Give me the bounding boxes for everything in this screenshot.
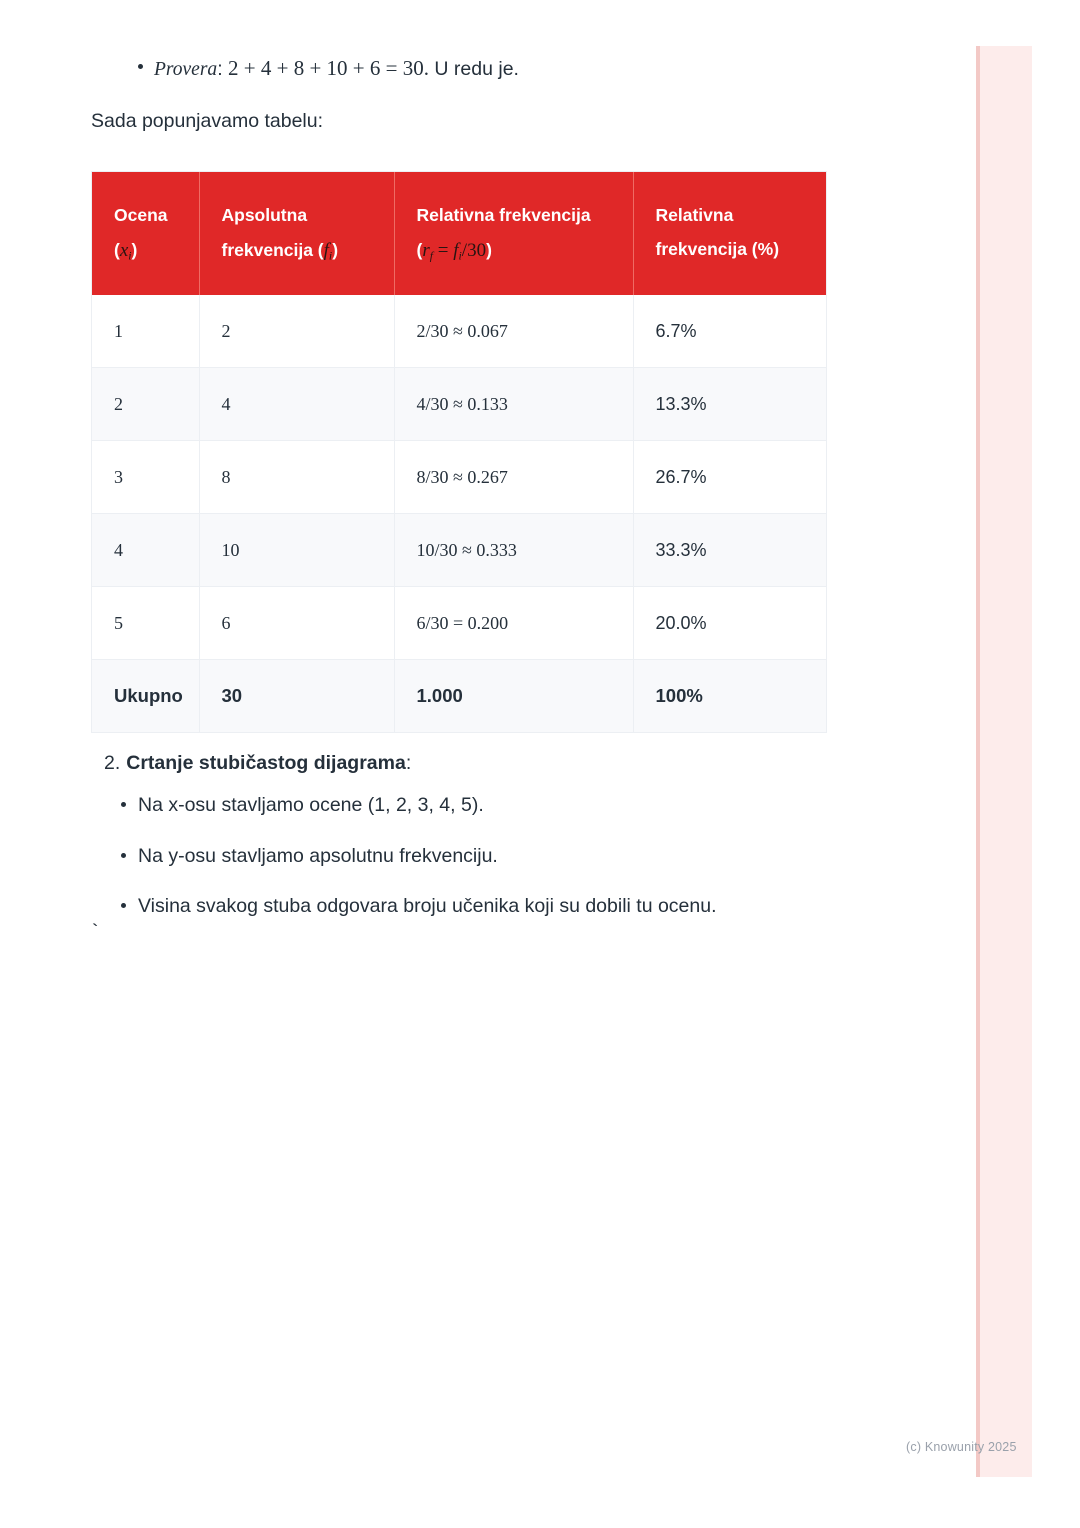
section-number: 2. [104, 752, 121, 774]
list-item: Na x-osu stavljamo ocene (1, 2, 3, 4, 5). [104, 791, 904, 819]
col-header-relativna-line1: Relativna frekvencija [416, 205, 591, 225]
section-crtanje-dijagrama [104, 750, 904, 942]
cell-relativna: 6/30 = 0.200 [394, 587, 633, 660]
cell-ocena: 5 [92, 587, 199, 660]
paren-close: ) [131, 240, 138, 261]
cell-apsolutna: 6 [199, 587, 394, 660]
cell-ocena: 3 [92, 441, 199, 514]
math-xi [120, 240, 132, 261]
col-header-ocena-line2 [114, 232, 199, 269]
cell-procenat: 6.7% [633, 295, 826, 368]
provera-label: Provera [154, 59, 218, 80]
math-sub-i: i [328, 249, 333, 263]
paren-close: ) [332, 240, 339, 261]
col-header-apsolutna-line2 [222, 232, 394, 269]
math-rf-equals-fi-over-30: $r_f = f_i/30$ [422, 240, 487, 263]
cell-procenat: 20.0% [633, 587, 826, 660]
section-heading [104, 750, 904, 777]
cell-total-label: Ukupno [92, 660, 199, 733]
cell-apsolutna: 2 [199, 295, 394, 368]
cell-total-apsolutna: 30 [199, 660, 394, 733]
cell-apsolutna: 8 [199, 441, 394, 514]
list-item: Visina svakog stuba odgovara broju učenika koji su dobili tu ocenu. [104, 892, 904, 920]
math-var-f: f [323, 240, 329, 262]
list-item: Na y-osu stavljamo apsolutnu frekvenciju. [104, 842, 904, 870]
section-bullet-list [104, 791, 904, 920]
col-header-relativna-line2 [417, 232, 633, 269]
table-row [92, 295, 826, 368]
cell-ocena: 1 [92, 295, 199, 368]
math-fi [324, 240, 333, 261]
stray-backtick-character: ` [89, 922, 102, 945]
right-side-panel [976, 46, 1032, 1477]
table-row [92, 514, 826, 587]
cell-apsolutna: 10 [199, 514, 394, 587]
table-row [92, 441, 826, 514]
cell-ocena: 2 [92, 368, 199, 441]
cell-relativna: 8/30 ≈ 0.267 [394, 441, 633, 514]
table-row [92, 587, 826, 660]
cell-total-relativna: 1.000 [394, 660, 633, 733]
cell-apsolutna: 4 [199, 368, 394, 441]
col-header-apsolutna-line1: Apsolutna [221, 205, 308, 225]
table-total-row [92, 660, 826, 733]
frequency-table [92, 172, 826, 732]
cell-total-procenat: 100% [633, 660, 826, 733]
cell-procenat: 33.3% [633, 514, 826, 587]
cell-relativna: 4/30 ≈ 0.133 [394, 368, 633, 441]
cell-procenat: 26.7% [633, 441, 826, 514]
table-body [92, 295, 826, 732]
provera-separator: : [217, 58, 229, 80]
col-header-ocena-line1: Ocena [114, 205, 168, 225]
paren-close: ) [486, 240, 492, 261]
table-header-row [92, 172, 826, 295]
section-title-suffix: : [405, 752, 412, 774]
label-frekvencija-paren: frekvencija ( [221, 240, 324, 261]
section-title: Crtanje stubičastog dijagrama [126, 752, 406, 774]
col-header-relativna-frekvencija [394, 172, 633, 295]
col-header-apsolutna [199, 172, 394, 295]
copyright-watermark: (c) Knowunity 2025 [906, 1440, 1017, 1454]
col-header-procenat-line2: frekvencija (%) [655, 239, 780, 260]
provera-trailing: U redu je. [429, 58, 519, 80]
col-header-procenat-line1: Relativna [655, 205, 734, 225]
table-header [92, 172, 826, 295]
math-sub-i: i [128, 249, 132, 263]
col-header-ocena [92, 172, 199, 295]
cell-procenat: 13.3% [633, 368, 826, 441]
frequency-table-container [92, 172, 826, 732]
cell-relativna: 2/30 ≈ 0.067 [394, 295, 633, 368]
paren-open: ( [114, 240, 120, 261]
cell-relativna: 10/30 ≈ 0.333 [394, 514, 633, 587]
cell-ocena: 4 [92, 514, 199, 587]
math-var-x: x [119, 240, 129, 262]
provera-bullet-item [126, 53, 954, 84]
intro-paragraph: Sada popunjavamo tabelu: [91, 110, 324, 132]
table-row [92, 368, 826, 441]
col-header-relativna-procenat [633, 172, 826, 295]
paren-open: ( [416, 240, 423, 261]
provera-expression: 2 + 4 + 8 + 10 + 6 = 30. [228, 56, 429, 80]
